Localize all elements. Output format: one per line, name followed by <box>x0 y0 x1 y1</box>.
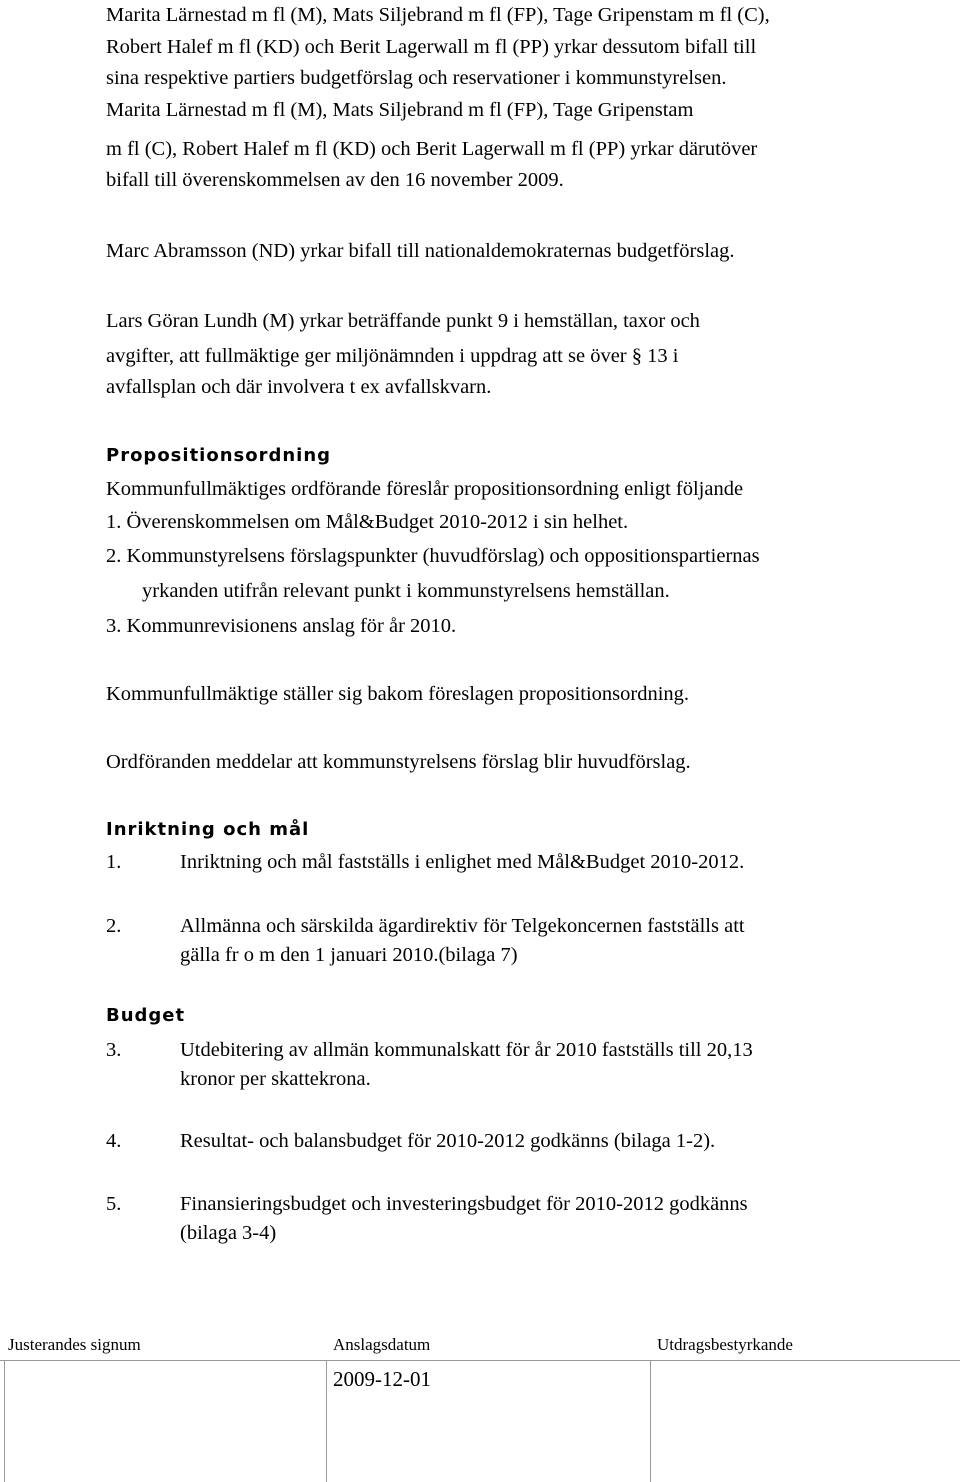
inriktning-item-2-number: 2. <box>106 915 122 937</box>
intro-line-1: Marita Lärnestad m fl (M), Mats Siljebrand m fl (FP), Tage Gripenstam m fl (C), <box>106 4 770 26</box>
footer-divider-1 <box>4 1360 5 1482</box>
propositionsordning-stance: Kommunfullmäktige ställer sig bakom föreslagen propositionsordning. <box>106 683 690 705</box>
propositionsordning-item-3: 3. Kommunrevisionens anslag för år 2010. <box>106 615 457 637</box>
propositionsordning-item-1: 1. Överenskommelsen om Mål&Budget 2010-2012 i sin helhet. <box>106 511 629 533</box>
lars-line-2-tail: 13 i <box>642 345 679 367</box>
footer-divider-2 <box>326 1360 327 1482</box>
footer-anslagsdatum: Anslagsdatum <box>333 1335 431 1354</box>
propositionsordning-item-2: 2. Kommunstyrelsens förslagspunkter (huvudförslag) och oppositionspartiernas <box>106 545 760 567</box>
lars-line-2-text: avgifter, att fullmäktige ger miljönämnden i uppdrag att se över <box>106 345 632 367</box>
budget-item-5-number: 5. <box>106 1193 122 1215</box>
intro-line-3: sina respektive partiers budgetförslag och reservationer i kommunstyrelsen. <box>106 67 727 89</box>
budget-item-4-number: 4. <box>106 1130 122 1152</box>
footer-date: 2009-12-01 <box>333 1367 431 1391</box>
section-sign: § <box>631 345 643 367</box>
intro-line-4: Marita Lärnestad m fl (M), Mats Siljebrand m fl (FP), Tage Gripenstam <box>106 99 694 121</box>
footer-rule <box>0 1360 960 1361</box>
lars-line-1: Lars Göran Lundh (M) yrkar beträffande punkt 9 i hemställan, taxor och <box>106 310 700 332</box>
footer-divider-3 <box>650 1360 651 1482</box>
budget-item-5-cont: (bilaga 3-4) <box>180 1222 277 1244</box>
chair-statement: Ordföranden meddelar att kommunstyrelsens förslag blir huvudförslag. <box>106 751 691 773</box>
inriktning-item-1-text: Inriktning och mål fastställs i enlighet med Mål&Budget 2010-2012. <box>180 851 745 873</box>
budget-item-3-number: 3. <box>106 1039 122 1061</box>
inriktning-item-1-number: 1. <box>106 851 122 873</box>
budget-item-5-text: Finansieringsbudget och investeringsbudget för 2010-2012 godkänns <box>180 1193 748 1215</box>
propositionsordning-item-2-cont: yrkanden utifrån relevant punkt i kommunstyrelsens hemställan. <box>142 580 670 602</box>
lars-line-3: avfallsplan och där involvera t ex avfallskvarn. <box>106 376 492 398</box>
inriktning-item-2-text: Allmänna och särskilda ägardirektiv för Telgekoncernen fastställs att <box>180 915 745 937</box>
footer-utdragsbestyrkande: Utdragsbestyrkande <box>657 1335 793 1354</box>
propositionsordning-intro: Kommunfullmäktiges ordförande föreslår propositionsordning enligt följande <box>106 478 744 500</box>
propositionsordning-heading: Propositionsordning <box>106 445 332 466</box>
inriktning-item-2-cont: gälla fr o m den 1 januari 2010.(bilaga 7) <box>180 944 518 966</box>
budget-item-4-text: Resultat- och balansbudget för 2010-2012 godkänns (bilaga 1-2). <box>180 1130 716 1152</box>
inriktning-heading: Inriktning och mål <box>106 819 310 840</box>
budget-item-3-text: Utdebitering av allmän kommunalskatt för år 2010 fastställs till 20,13 <box>180 1039 753 1061</box>
intro-line-6: bifall till överenskommelsen av den 16 november 2009. <box>106 169 564 191</box>
footer-justerandes-signum: Justerandes signum <box>8 1335 141 1354</box>
marc-paragraph: Marc Abramsson (ND) yrkar bifall till nationaldemokraternas budgetförslag. <box>106 240 735 262</box>
intro-line-2: Robert Halef m fl (KD) och Berit Lagerwall m fl (PP) yrkar dessutom bifall till <box>106 36 757 58</box>
intro-line-5: m fl (C), Robert Halef m fl (KD) och Berit Lagerwall m fl (PP) yrkar därutöver <box>106 138 758 160</box>
budget-heading: Budget <box>106 1005 186 1026</box>
lars-line-2 <box>106 346 678 367</box>
budget-item-3-cont: kronor per skattekrona. <box>180 1068 371 1090</box>
